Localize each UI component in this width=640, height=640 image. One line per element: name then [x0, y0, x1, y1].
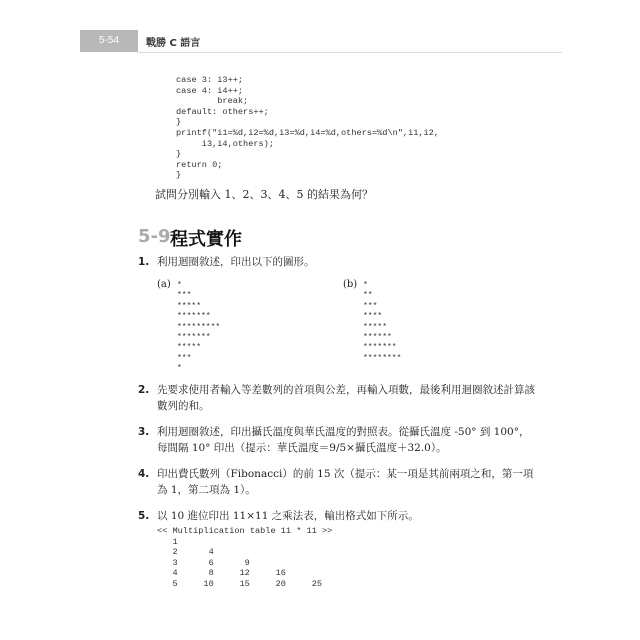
exercise-list — [138, 382, 538, 590]
book-title: 戰勝 C 語言 — [146, 38, 201, 49]
multiplication-output: << Multiplication table 11 * 11 >> 1 2 4 3 6 9 4 8 12 16 5 10 15 20 25 — [157, 526, 333, 589]
exercise-text: 印出費氏數列（Fibonacci）的前 15 次（提示：某一項是其前兩項之和，第一項為 1，第二項為 1）。 — [157, 468, 534, 496]
section-title: 程式實作 — [170, 229, 242, 250]
exercise-number: 4. — [138, 468, 150, 480]
pattern-a-stars: * *** ***** ******* ********* ******* ***** *** * — [177, 281, 221, 374]
code-snippet: case 3: i3++; case 4: i4++; break; default: others++; } printf("i1=%d,i2=%d,i3=%d,i4=%d,others=%d\n",i1,i2, i3,i4,others); } return 0; } — [176, 75, 440, 181]
exercise-number: 3. — [138, 426, 150, 438]
pattern-b-label: (b) — [343, 279, 358, 290]
question-text: 試問分別輸入 1、2、3、4、5 的結果為何？ — [155, 188, 373, 201]
header-divider — [138, 52, 562, 53]
exercise-text: 利用迴圈敘述，印出以下的圖形。 — [157, 256, 315, 268]
pattern-a-label: (a) — [157, 279, 171, 290]
exercise-3 — [138, 424, 538, 456]
page-number: 5-54 — [98, 35, 119, 46]
exercise-text: 利用迴圈敘述，印出攝氏溫度與華氏溫度的對照表。從攝氏溫度 -50° 到 100°，每間隔 10° 印出（提示：華氏溫度＝9/5×攝氏溫度＋32.0）。 — [157, 426, 530, 454]
exercise-text: 先要求使用者輸入等差數列的首項與公差，再輸入項數，最後利用迴圈敘述計算該數列的和。 — [157, 384, 535, 412]
exercise-number: 5. — [138, 510, 150, 522]
pattern-b-stars: * ** *** **** ***** ****** ******* ******** — [363, 281, 402, 363]
exercise-number: 1. — [138, 256, 150, 268]
exercise-1 — [138, 254, 538, 270]
exercise-4 — [138, 466, 538, 498]
section-number: 5-9 — [138, 226, 171, 247]
exercise-2 — [138, 382, 538, 414]
exercise-number: 2. — [138, 384, 150, 396]
exercise-text: 以 10 進位印出 11×11 之乘法表，輸出格式如下所示。 — [157, 510, 419, 522]
exercise-5 — [138, 508, 538, 524]
